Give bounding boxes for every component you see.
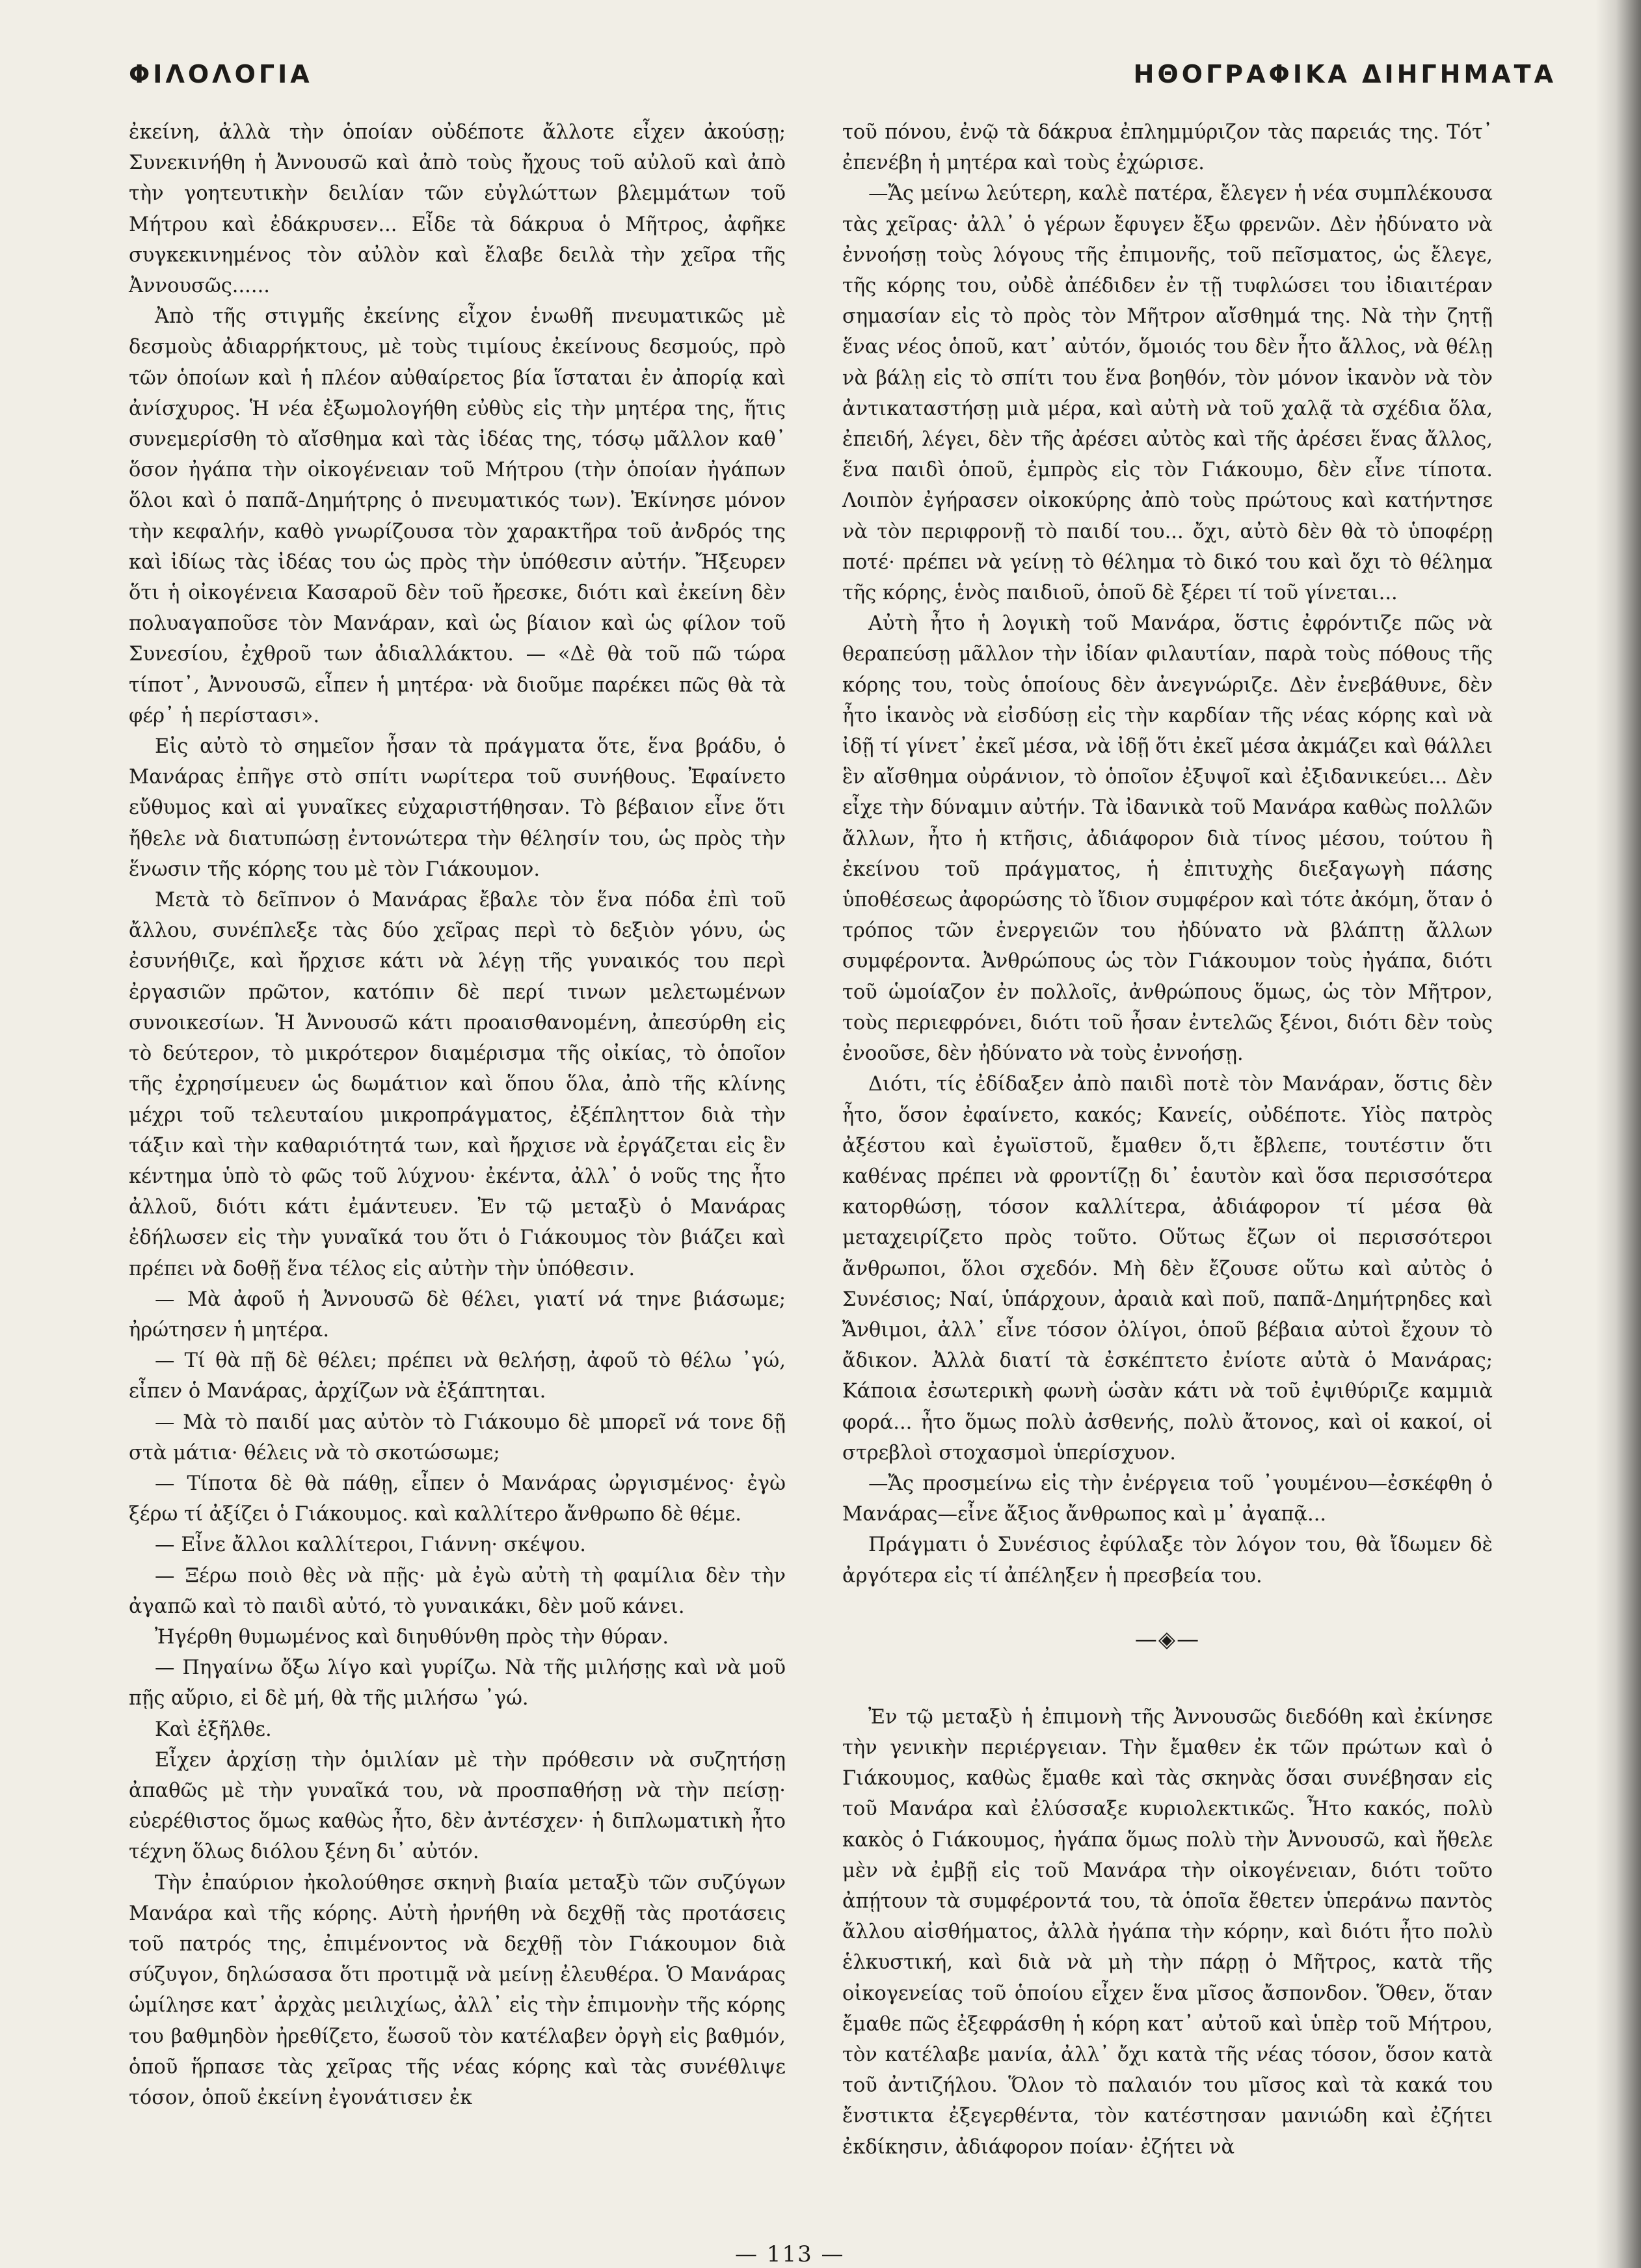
left-text-column	[129, 117, 786, 2113]
running-head-left: ΦΙΛΟΛΟΓΙΑ	[129, 60, 313, 88]
paragraph: Τὴν ἐπαύριον ἠκολούθησε σκηνὴ βιαία μεταξὺ τῶν συζύγων Μανάρα καὶ τῆς κόρης. Αὐτὴ ἠρνήθη νὰ δεχθῇ τὰς προτάσεις τοῦ πατρός της, ἐπιμένοντος νὰ δεχθῇ τὸν Γιάκουμον διὰ σύζυγον, δηλώσασα ὅτι προτιμᾷ νὰ μείνῃ ἐλευθέρα. Ὁ Μανάρας ὡμίλησε κατ᾽ ἀρχὰς μειλιχίως, ἀλλ᾽ εἰς τὴν ἐπιμονὴν τῆς κόρης του βαθμηδὸν ἠρεθίζετο, ἕωσοῦ τὸν κατέλαβεν ὀργὴ εἰς βαθμόν, ὁποῦ ἥρπασε τὰς χεῖρας τῆς νέας κόρης καὶ τὰς συνέθλιψε τόσον, ὁποῦ ἐκείνη ἐγονάτισεν ἐκ	[129, 1871, 786, 2109]
dialogue-line: — Ξέρω ποιὸ θὲς νὰ πῇς· μὰ ἐγὼ αὐτὴ τὴ φαμίλια δὲν τὴν ἀγαπῶ καὶ τὸ παιδὶ αὐτό, τὸ γυναικάκι, δὲν μοῦ κάνει.	[129, 1564, 786, 1618]
paragraph: Μετὰ τὸ δεῖπνον ὁ Μανάρας ἔβαλε τὸν ἕνα πόδα ἐπὶ τοῦ ἄλλου, συνέπλεξε τὰς δύο χεῖρας περὶ τὸ δεξιὸν γόνυ, ὡς ἐσυνήθιζε, καὶ ἤρχισε κάτι νὰ λέγῃ τῆς γυναικός του περὶ ἐργασιῶν πρῶτον, κατόπιν δὲ περί τινων μελετωμένων συνοικεσίων. Ἡ Ἀννουσῶ κάτι προαισθανομένη, ἀπεσύρθη εἰς τὸ δεύτερον, τὸ μικρότερον διαμέρισμα τῆς οἰκίας, τὸ ὁποῖον τῆς ἐχρησίμευεν ὡς δωμάτιον καὶ ὅπου ὅλα, ἀπὸ τῆς κλίνης μέχρι τοῦ τελευταίου μικροπράγματος, ἐξέπληττον διὰ τὴν τάξιν καὶ τὴν καθαριότητά των, καὶ ἤρχισε νὰ ἐργάζεται εἰς ἓν κέντημα ὑπὸ τὸ φῶς τοῦ λύχνου· ἐκέντα, ἀλλ᾽ ὁ νοῦς της ἦτο ἀλλοῦ, διότι κάτι ἐμάντευεν. Ἐν τῷ μεταξὺ ὁ Μανάρας ἐδήλωσεν εἰς τὴν γυναῖκά του ὅτι ὁ Γιάκουμος τὸν βιάζει καὶ πρέπει νὰ δοθῇ ἕνα τέλος εἰς αὐτὴν τὴν ὑπόθεσιν.	[129, 889, 786, 1280]
paragraph: Αὐτὴ ἦτο ἡ λογικὴ τοῦ Μανάρα, ὅστις ἐφρόντιζε πῶς νὰ θεραπεύσῃ μᾶλλον τὴν ἰδίαν φιλαυτίαν, παρὰ τοὺς πόθους τῆς κόρης του, τοὺς ὁποίους δὲν ἀνεγνώριζε. Δὲν ἐνεβάθυνε, δὲν ἦτο ἱκανὸς νὰ εἰσδύσῃ εἰς τὴν καρδίαν τῆς νέας κόρης καὶ νὰ ἰδῇ τί γίνετ᾽ ἐκεῖ μέσα, νὰ ἰδῇ ὅτι ἐκεῖ μέσα ἀκμάζει καὶ θάλλει ἓν αἴσθημα οὐράνιον, τὸ ὁποῖον ἐξυψοῖ καὶ ἐξιδανικεύει... Δὲν εἶχε τὴν δύναμιν αὐτήν. Τὰ ἰδανικὰ τοῦ Μανάρα καθὼς πολλῶν ἄλλων, ἦτο ἡ κτῆσις, ἀδιάφορον διὰ τίνος μέσου, τούτου ἢ ἐκείνου τοῦ πράγματος, ἡ ἐπιτυχὴς διεξαγωγὴ πάσης ὑποθέσεως ἀφορώσης τὸ ἴδιον συμφέρον καὶ τότε ἀκόμη, ὅταν ὁ τρόπος τῶν ἐνεργειῶν του ἠδύνατο νὰ βλάπτῃ ἄλλων συμφέροντα. Ἀνθρώπους ὡς τὸν Γιάκουμον τοὺς ἠγάπα, διότι τοῦ ὡμοίαζον ἐν πολλοῖς, ἀνθρώπους ὅμως, ὡς τὸν Μῆτρον, τοὺς περιεφρόνει, διότι τοῦ ἦσαν ἐντελῶς ξένοι, διότι δὲν τοὺς ἐνοοῦσε, δὲν ἠδύνατο νὰ τοὺς ἐννοήσῃ.	[842, 612, 1493, 1066]
paragraph: Εἰς αὐτὸ τὸ σημεῖον ἦσαν τὰ πράγματα ὅτε, ἕνα βράδυ, ὁ Μανάρας ἐπῆγε στὸ σπίτι νωρίτερα τοῦ συνήθους. Ἐφαίνετο εὔθυμος καὶ αἱ γυναῖκες εὐχαριστήθησαν. Τὸ βέβαιον εἶνε ὅτι ἤθελε νὰ διατυπώσῃ ἐντονώτερα τὴν θέλησίν του, ὡς πρὸς τὴν ἕνωσιν τῆς κόρης του μὲ τὸν Γιάκουμον.	[129, 735, 786, 881]
paragraph: Εἶχεν ἀρχίσῃ τὴν ὁμιλίαν μὲ τὴν πρόθεσιν νὰ συζητήσῃ ἀπαθῶς μὲ τὴν γυναῖκά του, νὰ προσπαθήσῃ νὰ τὴν πείσῃ· εὐερέθιστος ὅμως καθὼς ἦτο, δὲν ἀντέσχεν· ἡ διπλωματικὴ ἦτο τέχνη ὅλως διόλου ξένη δι᾽ αὐτόν.	[129, 1748, 786, 1864]
paragraph: Καὶ ἐξῆλθε.	[155, 1718, 272, 1741]
dialogue-line: — Μὰ ἀφοῦ ἡ Ἀννουσῶ δὲ θέλει, γιατί νά τηνε βιάσωμε; ἠρώτησεν ἡ μητέρα.	[129, 1288, 786, 1342]
paragraph: Πράγματι ὁ Συνέσιος ἐφύλαξε τὸν λόγον του, θὰ ἴδωμεν δὲ ἀργότερα εἰς τί ἀπέληξεν ἡ πρεσβεία του.	[842, 1533, 1493, 1587]
running-head-right: ΗΘΟΓΡΑΦΙΚΑ ΔΙΗΓΗΜΑΤΑ	[1133, 60, 1556, 88]
dialogue-line: —Ἄς μείνω λεύτερη, καλὲ πατέρα, ἔλεγεν ἡ νέα συμπλέκουσα τὰς χεῖρας· ἀλλ᾽ ὁ γέρων ἔφυγεν ἔξω φρενῶν. Δὲν ἠδύνατο νὰ ἐννοήσῃ τοὺς λόγους τῆς ἐπιμονῆς, τοῦ πεῖσματος, ὡς ἔλεγε, τῆς κόρης του, οὐδὲ ἀπέδιδεν ἐν τῇ τυφλώσει του ἰδιαιτέραν σημασίαν εἰς τὸ πρὸς τὸν Μῆτρον αἴσθημά της. Νὰ τὴν ζητῇ ἕνας νέος ὁποῦ, κατ᾽ αὐτόν, ὅμοιός του δὲν ἦτο ἄλλος, νὰ θέλῃ νὰ βάλῃ εἰς τὸ σπίτι του ἕνα βοηθόν, τὸν μόνον ἱκανὸν νὰ τὸν ἀντικαταστήσῃ μιὰ μέρα, καὶ αὐτὴ νὰ τοῦ χαλᾷ τὰ σχέδια ὅλα, ἐπειδή, λέγει, δὲν τῆς ἀρέσει αὐτὸς καὶ τῆς ἀρέσει ἕνας ἄλλος, ἕνα παιδὶ ὁποῦ, ἐμπρὸς εἰς τὸν Γιάκουμο, δὲν εἶνε τίποτα. Λοιπὸν ἐγήρασεν οἰκοκύρης ἀπὸ τοὺς πρώτους καὶ κατήντησε νὰ τὸν περιφρονῇ τὸ παιδί του... ὄχι, αὐτὸ δὲν θὰ τὸ ὑποφέρῃ ποτέ· πρέπει νὰ γείνῃ τὸ θέλημα τὸ δικό του καὶ ὄχι τὸ θέλημα τῆς κόρης, ἑνὸς παιδιοῦ, ὁποῦ δὲ ξέρει τί τοῦ γίνεται...	[842, 182, 1493, 605]
page-edge-shadow	[1595, 0, 1641, 2268]
paragraph: Διότι, τίς ἐδίδαξεν ἀπὸ παιδὶ ποτὲ τὸν Μανάραν, ὅστις δὲν ἦτο, ὅσον ἐφαίνετο, κακός; Κανείς, οὐδέποτε. Υἱὸς πατρὸς ἀξέστου καὶ ἐγωϊστοῦ, ἔμαθεν ὅ,τι ἔβλεπε, τουτέστιν ὅτι καθένας πρέπει νὰ φροντίζῃ δι᾽ ἑαυτὸν καὶ ὅσα περισσότερα κατορθώσῃ, τόσον καλλίτερα, ἀδιάφορον τί μέσα θὰ μεταχειρίζετο πρὸς τοῦτο. Οὕτως ἔζων οἱ περισσότεροι ἄνθρωποι, ὅλοι σχεδόν. Μὴ δὲν ἔζουσε οὕτω καὶ αὐτὸς ὁ Συνέσιος; Ναί, ὑπάρχουν, ἀραιὰ καὶ ποῦ, παπᾶ-Δημήτρηδες καὶ Ἄνθιμοι, ἀλλ᾽ εἶνε τόσον ὀλίγοι, ὁποῦ βέβαια αὐτοὶ ἔχουν τὸ ἄδικον. Ἀλλὰ διατί τὰ ἐσκέπτετο ἐνίοτε αὐτὰ ὁ Μανάρας; Κάποια ἐσωτερικὴ φωνὴ ὡσὰν κάτι νὰ τοῦ ἐψιθύριζε καμμιὰ φορά... ἦτο ὅμως πολὺ ἀσθενής, πολὺ ἄτονος, καὶ οἱ κακοί, οἱ στρεβλοὶ στοχασμοὶ ὑπερίσχυον.	[842, 1073, 1493, 1465]
section-ornament: —◈—	[1134, 1626, 1201, 1653]
page-number: — 113 —	[735, 2241, 845, 2267]
dialogue-line: — Πηγαίνω ὄξω λίγο καὶ γυρίζω. Νὰ τῆς μιλήσῃς καὶ νὰ μοῦ πῇς αὔριο, εἰ δὲ μή, θὰ τῆς μιλήσω ᾽γώ.	[129, 1656, 786, 1710]
dialogue-line: — Τί θὰ πῇ δὲ θέλει; πρέπει νὰ θελήσῃ, ἀφοῦ τὸ θέλω ᾽γώ, εἶπεν ὁ Μανάρας, ἀρχίζων νὰ ἐξάπτηται.	[129, 1349, 786, 1403]
paragraph: Ἀπὸ τῆς στιγμῆς ἐκείνης εἶχον ἑνωθῆ πνευματικῶς μὲ δεσμοὺς ἀδιαρρήκτους, μὲ τοὺς τιμίους ἐκείνους δεσμούς, πρὸ τῶν ὁποίων καὶ ἡ πλέον αὐθαίρετος βία ἵσταται ἐν ἀπορίᾳ καὶ ἀνίσχυρος. Ἡ νέα ἐξωμολογήθη εὐθὺς εἰς τὴν μητέρα της, ἥτις συνεμερίσθη τὸ αἴσθημα καὶ τὰς ἰδέας της, τόσῳ μᾶλλον καθ᾽ ὅσον ἠγάπα τὴν οἰκογένειαν τοῦ Μήτρου (τὴν ὁποίαν ἠγάπων ὅλοι καὶ ὁ παπᾶ-Δημήτρης ὁ πνευματικός των). Ἐκίνησε μόνον τὴν κεφαλήν, καθὸ γνωρίζουσα τὸν χαρακτῆρα τοῦ ἀνδρός της καὶ ἰδίως τὰς ἰδέας του ὡς πρὸς τὴν ὑπόθεσιν αὐτήν. Ἤξευρεν ὅτι ἡ οἰκογένεια Κασαροῦ δὲν τοῦ ἤρεσκε, διότι καὶ ἐκείνη δὲν πολυαγαποῦσε τὸν Μανάραν, καὶ ὡς βίαιον καὶ ὡς φίλον τοῦ Συνεσίου, ἐχθροῦ των ἀδιαλλάκτου. — «Δὲ θὰ τοῦ πῶ τώρα τίποτ᾽, Ἀννουσῶ, εἶπεν ἡ μητέρα· νὰ διοῦμε παρέκει πῶς θὰ τὰ φέρ᾽ ἡ περίστασι».	[129, 305, 786, 727]
dialogue-line: —Ἄς προσμείνω εἰς τὴν ἐνέργεια τοῦ ᾽γουμένου—ἐσκέφθη ὁ Μανάρας—εἶνε ἄξιος ἄνθρωπος καὶ μ᾽ ἀγαπᾷ...	[842, 1472, 1493, 1526]
paragraph: Ἠγέρθη θυμωμένος καὶ διηυθύνθη πρὸς τὴν θύραν.	[155, 1625, 669, 1649]
dialogue-line: — Εἶνε ἄλλοι καλλίτεροι, Γιάννη· σκέψου.	[155, 1533, 586, 1557]
paragraph: Ἐν τῷ μεταξὺ ἡ ἐπιμονὴ τῆς Ἀννουσῶς διεδόθη καὶ ἐκίνησε τὴν γενικὴν περιέργειαν. Τὴν ἔμαθεν ἐκ τῶν πρώτων καὶ ὁ Γιάκουμος, καθὼς ἔμαθε καὶ τὰς σκηνὰς ὅσαι συνέβησαν εἰς τοῦ Μανάρα καὶ ἐλύσσαξε κυριολεκτικῶς. Ἦτο κακός, πολὺ κακὸς ὁ Γιάκουμος, ἠγάπα ὅμως πολὺ τὴν Ἀννουσῶ, καὶ ἤθελε μὲν νὰ ἐμβῇ εἰς τοῦ Μανάρα τὴν οἰκογένειαν, διότι τοῦτο ἀπῄτουν τὰ συμφέροντά του, τὰ ὁποῖα ἔθετεν ὑπεράνω παντὸς ἄλλου αἰσθήματος, ἀλλὰ ἠγάπα τὴν κόρην, καὶ διότι ἦτο πολὺ ἑλκυστική, καὶ διὰ νὰ μὴ τὴν πάρῃ ὁ Μῆτρος, κατὰ τῆς οἰκογενείας τοῦ ὁποίου εἶχεν ἕνα μῖσος ἄσπονδον. Ὅθεν, ὅταν ἔμαθε πῶς ἐξεφράσθη ἡ κόρη κατ᾽ αὐτοῦ καὶ ὑπὲρ τοῦ Μήτρου, τὸν κατέλαβε μανία, ἀλλ᾽ ὄχι κατὰ τῆς νέας τόσον, ὅσον κατὰ τοῦ ἀντιζήλου. Ὅλον τὸ παλαιόν του μῖσος καὶ τὰ κακά του ἔνστικτα ἐξεγερθέντα, τὸν κατέστησαν μανιώδη καὶ ἐζήτει ἐκδίκησιν, ἀδιάφορον ποίαν· ἐζήτει νὰ	[842, 1705, 1493, 2159]
dialogue-line: — Τίποτα δὲ θὰ πάθῃ, εἶπεν ὁ Μανάρας ὠργισμένος· ἐγὼ ξέρω τί ἀξίζει ὁ Γιάκουμος. καὶ καλλίτερο ἄνθρωπο δὲ θέμε.	[129, 1472, 786, 1526]
right-text-column	[842, 117, 1493, 2163]
paragraph: τοῦ πόνου, ἐνῷ τὰ δάκρυα ἐπλημμύριζον τὰς παρειάς της. Τότ᾽ ἐπενέβη ἡ μητέρα καὶ τοὺς ἐχώρισε.	[842, 121, 1493, 175]
dialogue-line: — Μὰ τὸ παιδί μας αὐτὸν τὸ Γιάκουμο δὲ μπορεῖ νά τονε δῇ στὰ μάτια· θέλεις νὰ τὸ σκοτώσωμε;	[129, 1411, 786, 1465]
paragraph: ἐκείνη, ἀλλὰ τὴν ὁποίαν οὐδέποτε ἄλλοτε εἶχεν ἀκούσῃ; Συνεκινήθη ἡ Ἀννουσῶ καὶ ἀπὸ τοὺς ἤχους τοῦ αὐλοῦ καὶ ἀπὸ τὴν γοητευτικὴν δειλίαν τῶν εὐγλώττων βλεμμάτων τοῦ Μήτρου καὶ ἐδάκρυσεν... Εἶδε τὰ δάκρυα ὁ Μῆτρος, ἀφῆκε συγκεκινημένος τὸν αὐλὸν καὶ ἔλαβε δειλὰ τὴν χεῖρα τῆς Ἀννουσῶς......	[129, 121, 786, 298]
